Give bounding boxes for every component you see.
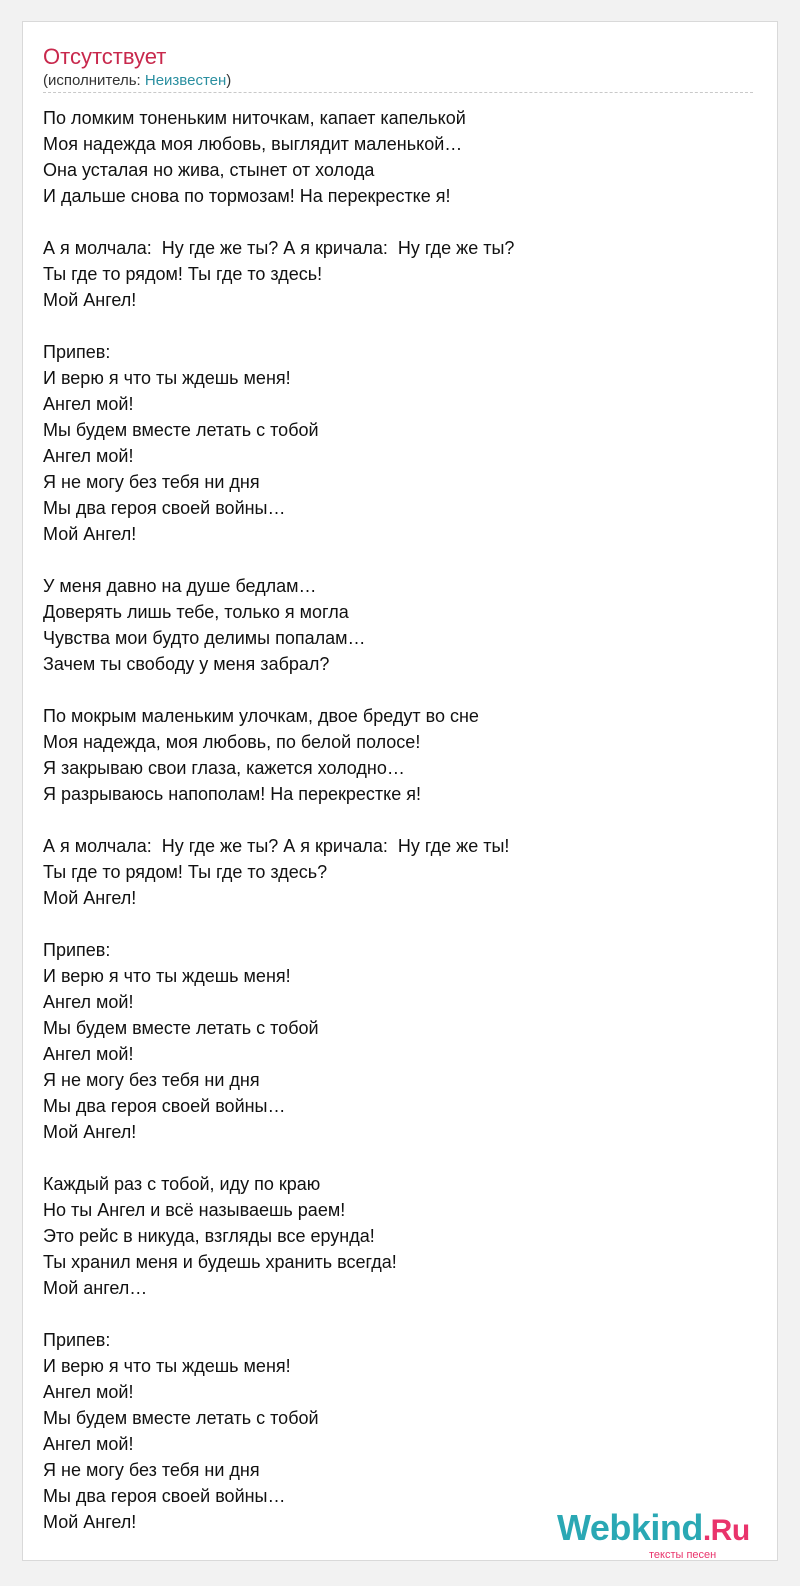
lyrics-line: Мой ангел…: [43, 1278, 148, 1298]
byline-suffix: ): [226, 72, 232, 89]
lyrics-line: Припев:: [43, 940, 111, 960]
lyrics-line: Мой Ангел!: [43, 1122, 137, 1142]
lyrics-line: Ты где то рядом! Ты где то здесь?: [43, 862, 328, 882]
lyrics-line: Но ты Ангел и всё называешь раем!: [43, 1200, 346, 1220]
lyrics-line: Ангел мой!: [43, 1044, 134, 1064]
lyrics-line: У меня давно на душе бедлам…: [43, 576, 317, 596]
lyrics-line: Мой Ангел!: [43, 888, 137, 908]
song-title: Отсутствует: [43, 44, 167, 69]
lyrics-line: Мы два героя своей войны…: [43, 1486, 286, 1506]
lyrics-line: Моя надежда, моя любовь, по белой полосе!: [43, 732, 421, 752]
lyrics-line: Припев:: [43, 342, 111, 362]
lyrics-line: Ангел мой!: [43, 446, 134, 466]
lyrics-line: Чувства мои будто делимы попалам…: [43, 628, 366, 648]
lyrics-line: Мы будем вместе летать с тобой: [43, 1018, 319, 1038]
lyrics-line: Припев:: [43, 1330, 111, 1350]
lyrics-line: Ангел мой!: [43, 992, 134, 1012]
lyrics-line: А я молчала: Ну где же ты? А я кричала: Ну где же ты?: [43, 238, 515, 258]
lyrics-line: И верю я что ты ждешь меня!: [43, 1356, 291, 1376]
lyrics-line: И верю я что ты ждешь меня!: [43, 368, 291, 388]
lyrics-card: [22, 21, 778, 1561]
lyrics-line: По ломким тоненьким ниточкам, капает капелькой: [43, 108, 466, 128]
lyrics-line: И верю я что ты ждешь меня!: [43, 966, 291, 986]
lyrics-text: [43, 105, 743, 1561]
lyrics-stanza: [43, 833, 743, 911]
lyrics-line: По мокрым маленьким улочкам, двое бредут во сне: [43, 706, 479, 726]
logo-main-text: Webkind: [557, 1507, 703, 1548]
lyrics-line: Мы два героя своей войны…: [43, 498, 286, 518]
lyrics-line: Ангел мой!: [43, 1434, 134, 1454]
lyrics-stanza: [43, 235, 743, 313]
lyrics-line: Я разрываюсь напополам! На перекрестке я!: [43, 784, 421, 804]
lyrics-line: Каждый раз с тобой, иду по краю: [43, 1174, 321, 1194]
lyrics-stanza: [43, 339, 743, 547]
lyrics-line: Я закрываю свои глаза, кажется холодно…: [43, 758, 405, 778]
lyrics-line: Это рейс в никуда, взгляды все ерунда!: [43, 1226, 375, 1246]
lyrics-line: Мой Ангел!: [43, 1512, 137, 1532]
lyrics-line: Я не могу без тебя ни дня: [43, 1460, 260, 1480]
dashed-divider: [43, 92, 753, 93]
lyrics-line: Ты хранил меня и будешь хранить всегда!: [43, 1252, 397, 1272]
lyrics-line: Доверять лишь тебе, только я могла: [43, 602, 349, 622]
lyrics-stanza: [43, 573, 743, 677]
lyrics-line: Мы будем вместе летать с тобой: [43, 1408, 319, 1428]
lyrics-line: Ангел мой!: [43, 1382, 134, 1402]
lyrics-line: Ангел мой!: [43, 394, 134, 414]
lyrics-line: Мы будем вместе летать с тобой: [43, 420, 319, 440]
artist-link[interactable]: Неизвестен: [144, 72, 227, 89]
lyrics-stanza: [43, 105, 743, 209]
lyrics-line: Мой Ангел!: [43, 290, 137, 310]
lyrics-line: Моя надежда моя любовь, выглядит маленькой…: [43, 134, 463, 154]
webkind-logo[interactable]: [557, 1509, 750, 1550]
byline-prefix: (исполнитель:: [43, 72, 145, 89]
logo-subtitle: тексты песен: [649, 1549, 717, 1561]
lyrics-stanza: [43, 1171, 743, 1301]
lyrics-line: А я молчала: Ну где же ты? А я кричала: Ну где же ты!: [43, 836, 510, 856]
lyrics-line: Ты где то рядом! Ты где то здесь!: [43, 264, 323, 284]
logo-tld-text: .Ru: [702, 1514, 750, 1547]
lyrics-line: Мой Ангел!: [43, 524, 137, 544]
lyrics-line: Мы два героя своей войны…: [43, 1096, 286, 1116]
lyrics-line: Я не могу без тебя ни дня: [43, 472, 260, 492]
artist-byline: [43, 72, 231, 90]
lyrics-stanza: [43, 1327, 743, 1535]
lyrics-stanza: [43, 937, 743, 1145]
lyrics-line: Она усталая но жива, стынет от холода: [43, 160, 375, 180]
lyrics-stanza: [43, 703, 743, 807]
lyrics-line: Я не могу без тебя ни дня: [43, 1070, 260, 1090]
lyrics-line: И дальше снова по тормозам! На перекрестке я!: [43, 186, 451, 206]
lyrics-line: Зачем ты свободу у меня забрал?: [43, 654, 330, 674]
